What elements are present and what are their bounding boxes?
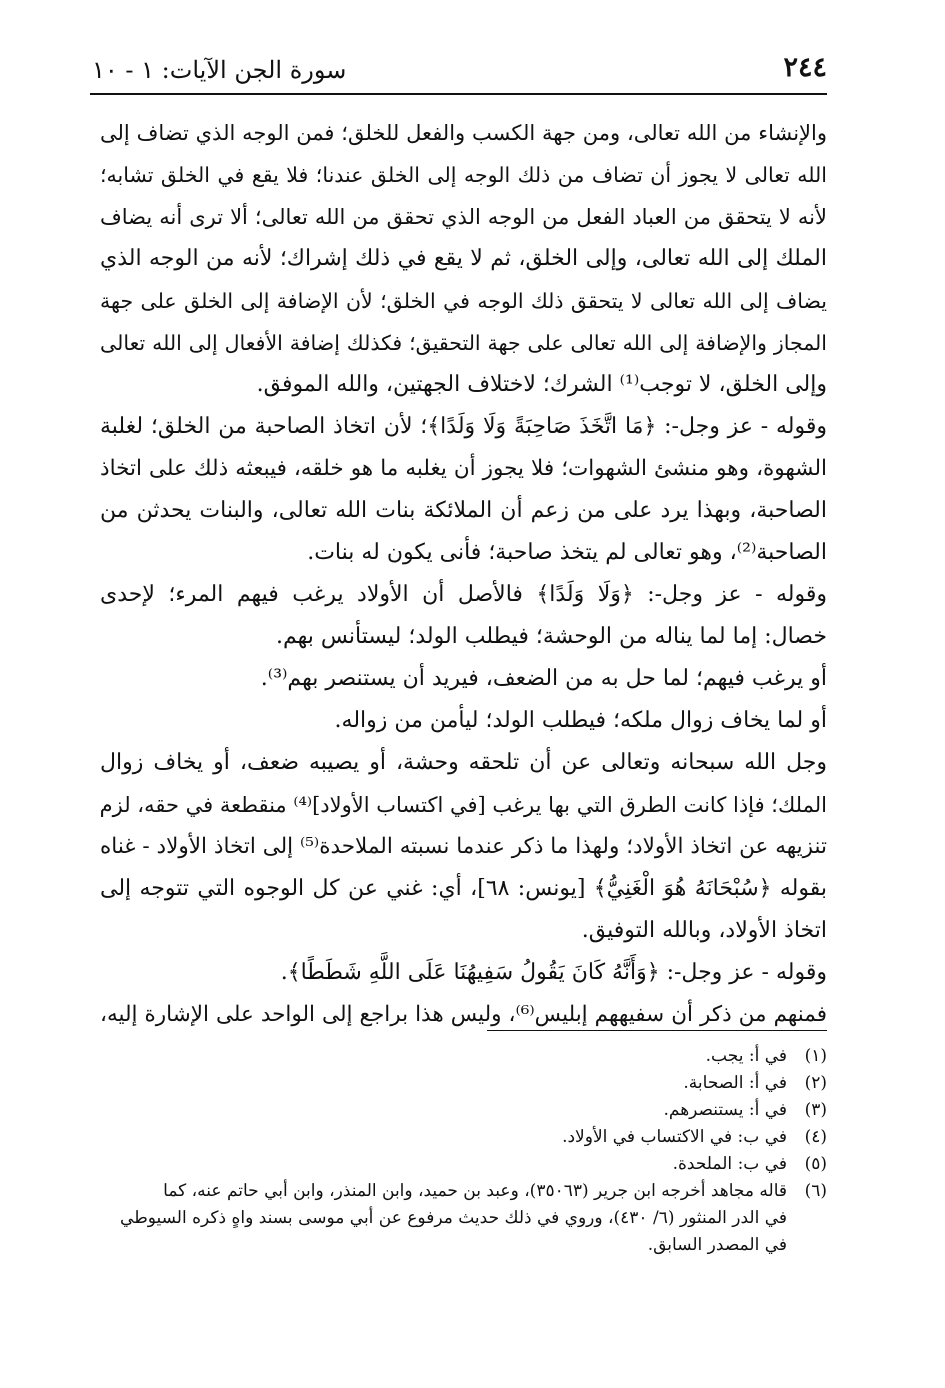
footnote-number: (٤) <box>804 1127 827 1147</box>
text-line: تنزيهه عن اتخاذ الأولاد؛ ولهذا ما ذكر عندما نسبته الملاحدة⁽⁵⁾ إلى اتخاذ الأولاد - غناه <box>100 834 827 859</box>
footnote <box>86 1124 827 1151</box>
text-line: يضاف إلى الله تعالى لا يتحقق ذلك الوجه في الخلق؛ لأن الإضافة إلى الخلق على جهة <box>100 289 827 313</box>
text-line: خصال: إما لما يناله من الوحشة؛ فيطلب الولد؛ ليستأنس بهم. <box>275 624 827 649</box>
text-line: وقوله - عز وجل-: ﴿وَلَا وَلَدًا﴾ فالأصل أن الأولاد يرغب فيهم المرء؛ لإحدى <box>100 582 827 607</box>
footnote <box>86 1151 827 1178</box>
footnote <box>86 1178 827 1205</box>
text-line: أو لما يخاف زوال ملكه؛ فيطلب الولد؛ ليأمن من زواله. <box>334 708 827 733</box>
text-line: اتخاذ الأولاد، وبالله التوفيق. <box>581 918 827 943</box>
text-line: الملك إلى الله تعالى، وإلى الخلق، ثم لا يقع في ذلك إشراك؛ لأنه من الوجه الذي <box>100 246 827 271</box>
text-line: الصاحبة، وبهذا يرد على من زعم أن الملائكة بنات الله تعالى، والبنات يحدثن من <box>100 498 827 523</box>
footnote-continuation: في الدر المنثور (٦/ ٤٣٠)، وروي في ذلك حديث مرفوع عن أبي موسى بسند واهٍ ذكره السيوطي <box>120 1208 787 1228</box>
footnote-number: (٢) <box>804 1073 827 1093</box>
footnote-number: (٦) <box>804 1181 827 1201</box>
text-line: وإلى الخلق، لا توجب⁽¹⁾ الشرك؛ لاختلاف الجهتين، والله الموفق. <box>256 372 827 397</box>
footnote-number: (٣) <box>804 1100 827 1120</box>
footnote-number: (٥) <box>804 1154 827 1174</box>
text-line: والإنشاء من الله تعالى، ومن جهة الكسب والفعل للخلق؛ فمن الوجه الذي تضاف إلى <box>100 121 827 145</box>
footnote-text: في أ: الصحابة. <box>683 1073 787 1093</box>
running-header <box>92 52 827 92</box>
header-rule <box>90 93 827 95</box>
text-line: الشهوة، وهو منشئ الشهوات؛ فلا يجوز أن يغلبه ما هو خلقه، فيبعثه ذلك على اتخاذ <box>100 456 827 481</box>
footnote-rule <box>487 1030 827 1031</box>
footnote <box>86 1070 827 1097</box>
main-text <box>100 112 827 1036</box>
text-line: فمنهم من ذكر أن سفيههم إبليس⁽⁶⁾، وليس هذا براجع إلى الواحد على الإشارة إليه، <box>100 1002 827 1027</box>
footnote-text: في أ: يستنصرهم. <box>663 1100 787 1120</box>
text-line: الصاحبة⁽²⁾، وهو تعالى لم يتخذ صاحبة؛ فأنى يكون له بنات. <box>307 540 827 565</box>
footnote-number: (١) <box>804 1046 827 1066</box>
text-line: وقوله - عز وجل-: ﴿مَا اتَّخَذَ صَاحِبَةً وَلَا وَلَدًا﴾؛ لأن اتخاذ الصاحبة من الخلق؛ لغلبة <box>100 414 827 439</box>
footnote-text: في ب: في الاكتساب في الأولاد. <box>562 1127 787 1147</box>
text-line: بقوله ﴿سُبْحَانَهُ هُوَ الْغَنِيُّ﴾ [يونس: ٦٨]، أي: غني عن كل الوجوه التي تتوجه إلى <box>100 876 827 901</box>
footnote <box>86 1097 827 1124</box>
running-title: سورة الجن الآيات: ١ - ١٠ <box>92 56 347 84</box>
text-line: الملك؛ فإذا كانت الطرق التي بها يرغب [في اكتساب الأولاد]⁽⁴⁾ منقطعة في حقه، لزم <box>100 793 827 817</box>
text-line: وقوله - عز وجل-: ﴿وَأَنَّهُ كَانَ يَقُولُ سَفِيهُنَا عَلَى اللَّهِ شَطَطًا﴾. <box>280 960 827 985</box>
footnote <box>86 1043 827 1070</box>
footnote-text: قاله مجاهد أخرجه ابن جرير (٣٥٠٦٣)، وعبد بن حميد، وابن المنذر، وابن أبي حاتم عنه، كما <box>163 1181 787 1201</box>
text-line: لأنه لا يتحقق من العباد الفعل من الوجه الذي تحقق من الله تعالى؛ ألا ترى أنه يضاف <box>100 205 827 229</box>
text-line: الله تعالى لا يجوز أن تضاف من ذلك الوجه إلى الخلق عندنا؛ فلا يقع في الخلق تشابه؛ <box>100 163 827 187</box>
footnote-continuation: في المصدر السابق. <box>647 1235 787 1255</box>
footnote-text: في أ: يجب. <box>705 1046 787 1066</box>
page-number: ٢٤٤ <box>783 52 827 83</box>
footnotes <box>86 1043 827 1259</box>
text-line: المجاز والإضافة إلى الله تعالى على جهة التحقيق؛ فكذلك إضافة الأفعال إلى الله تعالى <box>100 331 827 355</box>
text-line: وجل الله سبحانه وتعالى عن أن تلحقه وحشة، أو يصيبه ضعف، أو يخاف زوال <box>100 750 827 775</box>
text-line: أو يرغب فيهم؛ لما حل به من الضعف، فيريد أن يستنصر بهم⁽³⁾. <box>260 666 827 691</box>
footnote-text: في ب: الملحدة. <box>672 1154 787 1174</box>
